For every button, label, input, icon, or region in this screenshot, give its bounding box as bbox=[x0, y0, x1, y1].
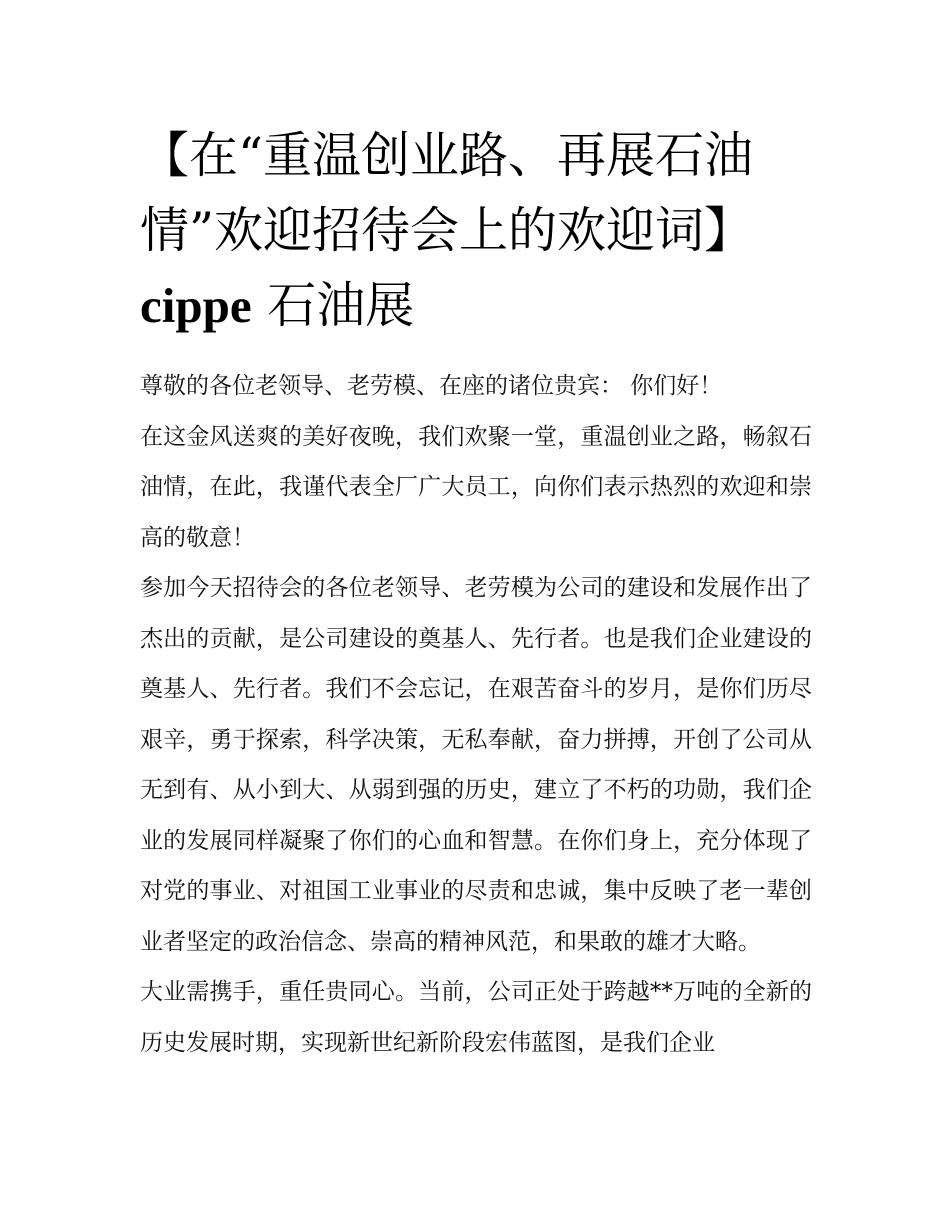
document-title bbox=[140, 118, 812, 343]
document-content bbox=[140, 118, 812, 1068]
paragraph-welcome: 在这金风送爽的美好夜晚，我们欢聚一堂，重温创业之路，畅叙石油情，在此，我谨代表全厂广大员工，向你们表示热烈的欢迎和崇高的敬意！ bbox=[140, 423, 812, 551]
paragraph-contributions: 参加今天招待会的各位老领导、老劳模为公司的建设和发展作出了杰出的贡献，是公司建设的奠基人、先行者。也是我们企业建设的奠基人、先行者。我们不会忘记，在艰苦奋斗的岁月，是你们历尽艰辛，勇于探索，科学决策，无私奉献，奋力拼搏，开创了公司从无到有、从小到大、从弱到强的历史，建立了不朽的功勋，我们企业的发展同样凝聚了你们的心血和智慧。在你们身上，充分体现了对党的事业、对祖国工业事业的尽责和忠诚，集中反映了老一辈创业者坚定的政治信念、崇高的精神风范，和果敢的雄才大略。 bbox=[140, 575, 812, 955]
document-body bbox=[140, 361, 812, 1068]
title-line-1: 【在“重温创业路、再展石油 bbox=[140, 127, 754, 184]
title-line-2: 情”欢迎招待会上的欢迎词】 bbox=[140, 202, 754, 259]
title-line-3-latin: cippe bbox=[140, 278, 252, 333]
paragraph-current-period: 大业需携手，重任贵同心。当前，公司正处于跨越**万吨的全新的历史发展时期，实现新世纪新阶段宏伟蓝图，是我们企业 bbox=[140, 979, 812, 1056]
paragraph-greeting: 尊敬的各位老领导、老劳模、在座的诸位贵宾： 你们好！ bbox=[140, 373, 723, 399]
title-line-3-cjk: 石油展 bbox=[251, 277, 415, 334]
